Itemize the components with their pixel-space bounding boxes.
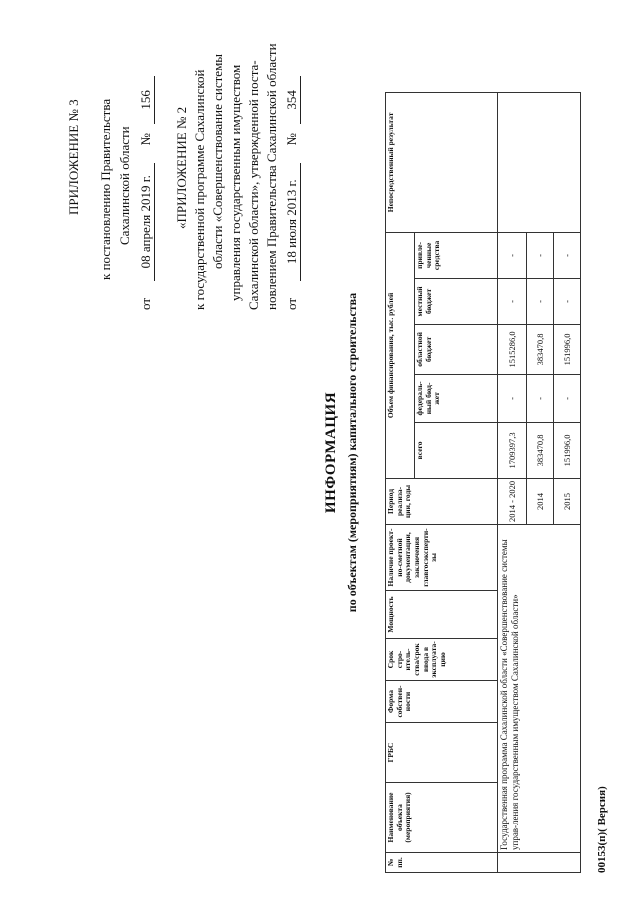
header-implementation-period: Период реализа-ции, годы (386, 478, 498, 524)
appendix-original-line: к государственной программе Сахалинской (192, 69, 207, 310)
page-subtitle: по объектам (мероприятиям) капитального строительства (345, 292, 359, 613)
cell-federal: - (498, 374, 527, 422)
cell-federal: - (527, 374, 554, 422)
cell-result (498, 92, 581, 232)
header-ownership: Форма собствен-ности (386, 681, 498, 723)
cell-local: - (527, 278, 554, 324)
cell-federal: - (554, 374, 581, 422)
cell-total: 383470,8 (527, 422, 554, 478)
page-title: ИНФОРМАЦИЯ (323, 391, 339, 514)
appendix-original-date: 18 июля 2013 г. (284, 163, 301, 281)
number-label: № (284, 133, 299, 146)
appendix-original-line: Сахалинской области», утвержденной поста- (246, 60, 261, 310)
cell-period: 2014 (527, 478, 554, 524)
appendix-current-title: ПРИЛОЖЕНИЕ № 3 (66, 99, 81, 215)
appendix-original-title: «ПРИЛОЖЕНИЕ № 2 (174, 106, 189, 229)
header-fin-federal: федераль-ный бюд-жет (415, 374, 498, 422)
appendix-original-line: области «Совершенствование системы (210, 53, 225, 269)
cell-total: 1709397,3 (498, 422, 527, 478)
header-fin-regional: областной бюджет (415, 324, 498, 374)
header-fin-private: привле-ченные средства (415, 232, 498, 278)
cell-local: - (498, 278, 527, 324)
appendix-current-line1: к постановлению Правительства (98, 98, 113, 280)
table-header-row (386, 92, 415, 872)
appendix-original-line: новлением Правительства Сахалинской области (264, 43, 279, 310)
program-name-cell: Государственная программа Сахалинской области «Совершенствование системы управ-ления государственным имуществом Сахалинской области» (498, 525, 581, 853)
cell-regional: 383470,8 (527, 324, 554, 374)
header-documentation: Наличие проект-но-сметной документации, заключения главгосэксперти-зы (386, 525, 498, 591)
header-name: Наименование объекта (мероприятия) (386, 783, 498, 853)
cell-private: - (527, 232, 554, 278)
footer-code: 00153(п)( Версия) (596, 786, 608, 873)
header-fin-total: всего (415, 422, 498, 478)
cell-regional: 1515286,0 (498, 324, 527, 374)
appendix-current-date-line (138, 76, 155, 310)
from-label: от (284, 297, 299, 310)
header-capacity: Мощность (386, 591, 498, 639)
cell-total: 151996,0 (554, 422, 581, 478)
header-fin-local: местный бюджет (415, 278, 498, 324)
number-label: № (138, 133, 153, 146)
appendix-current-number: 156 (138, 76, 155, 124)
header-construction-period: Срок стро-итель-ства/срок ввода в эксплуата-цию (386, 639, 498, 681)
cell-private: - (498, 232, 527, 278)
from-label: от (138, 297, 153, 310)
cell-period: 2014 - 2020 (498, 478, 527, 524)
cell-regional: 151996,0 (554, 324, 581, 374)
header-grbs: ГРБС (386, 723, 498, 783)
appendix-original-number: 354 (284, 76, 301, 124)
appendix-current-line2: Сахалинской области (117, 126, 132, 245)
appendix-original-line: управления государственным имуществом (228, 64, 243, 301)
header-result: Непосредственный результат (386, 92, 498, 232)
cell-local: - (554, 278, 581, 324)
cell-private: - (554, 232, 581, 278)
appendix-current-date: 08 апреля 2019 г. (138, 163, 155, 281)
cell-num (498, 853, 581, 873)
cell-period: 2015 (554, 478, 581, 524)
table-row (498, 92, 527, 872)
header-num: № пп. (386, 853, 498, 873)
header-financing: Объем финансирования, тыс. рублей (386, 232, 415, 478)
appendix-original-date-line (284, 76, 301, 310)
capital-construction-table (385, 92, 581, 873)
